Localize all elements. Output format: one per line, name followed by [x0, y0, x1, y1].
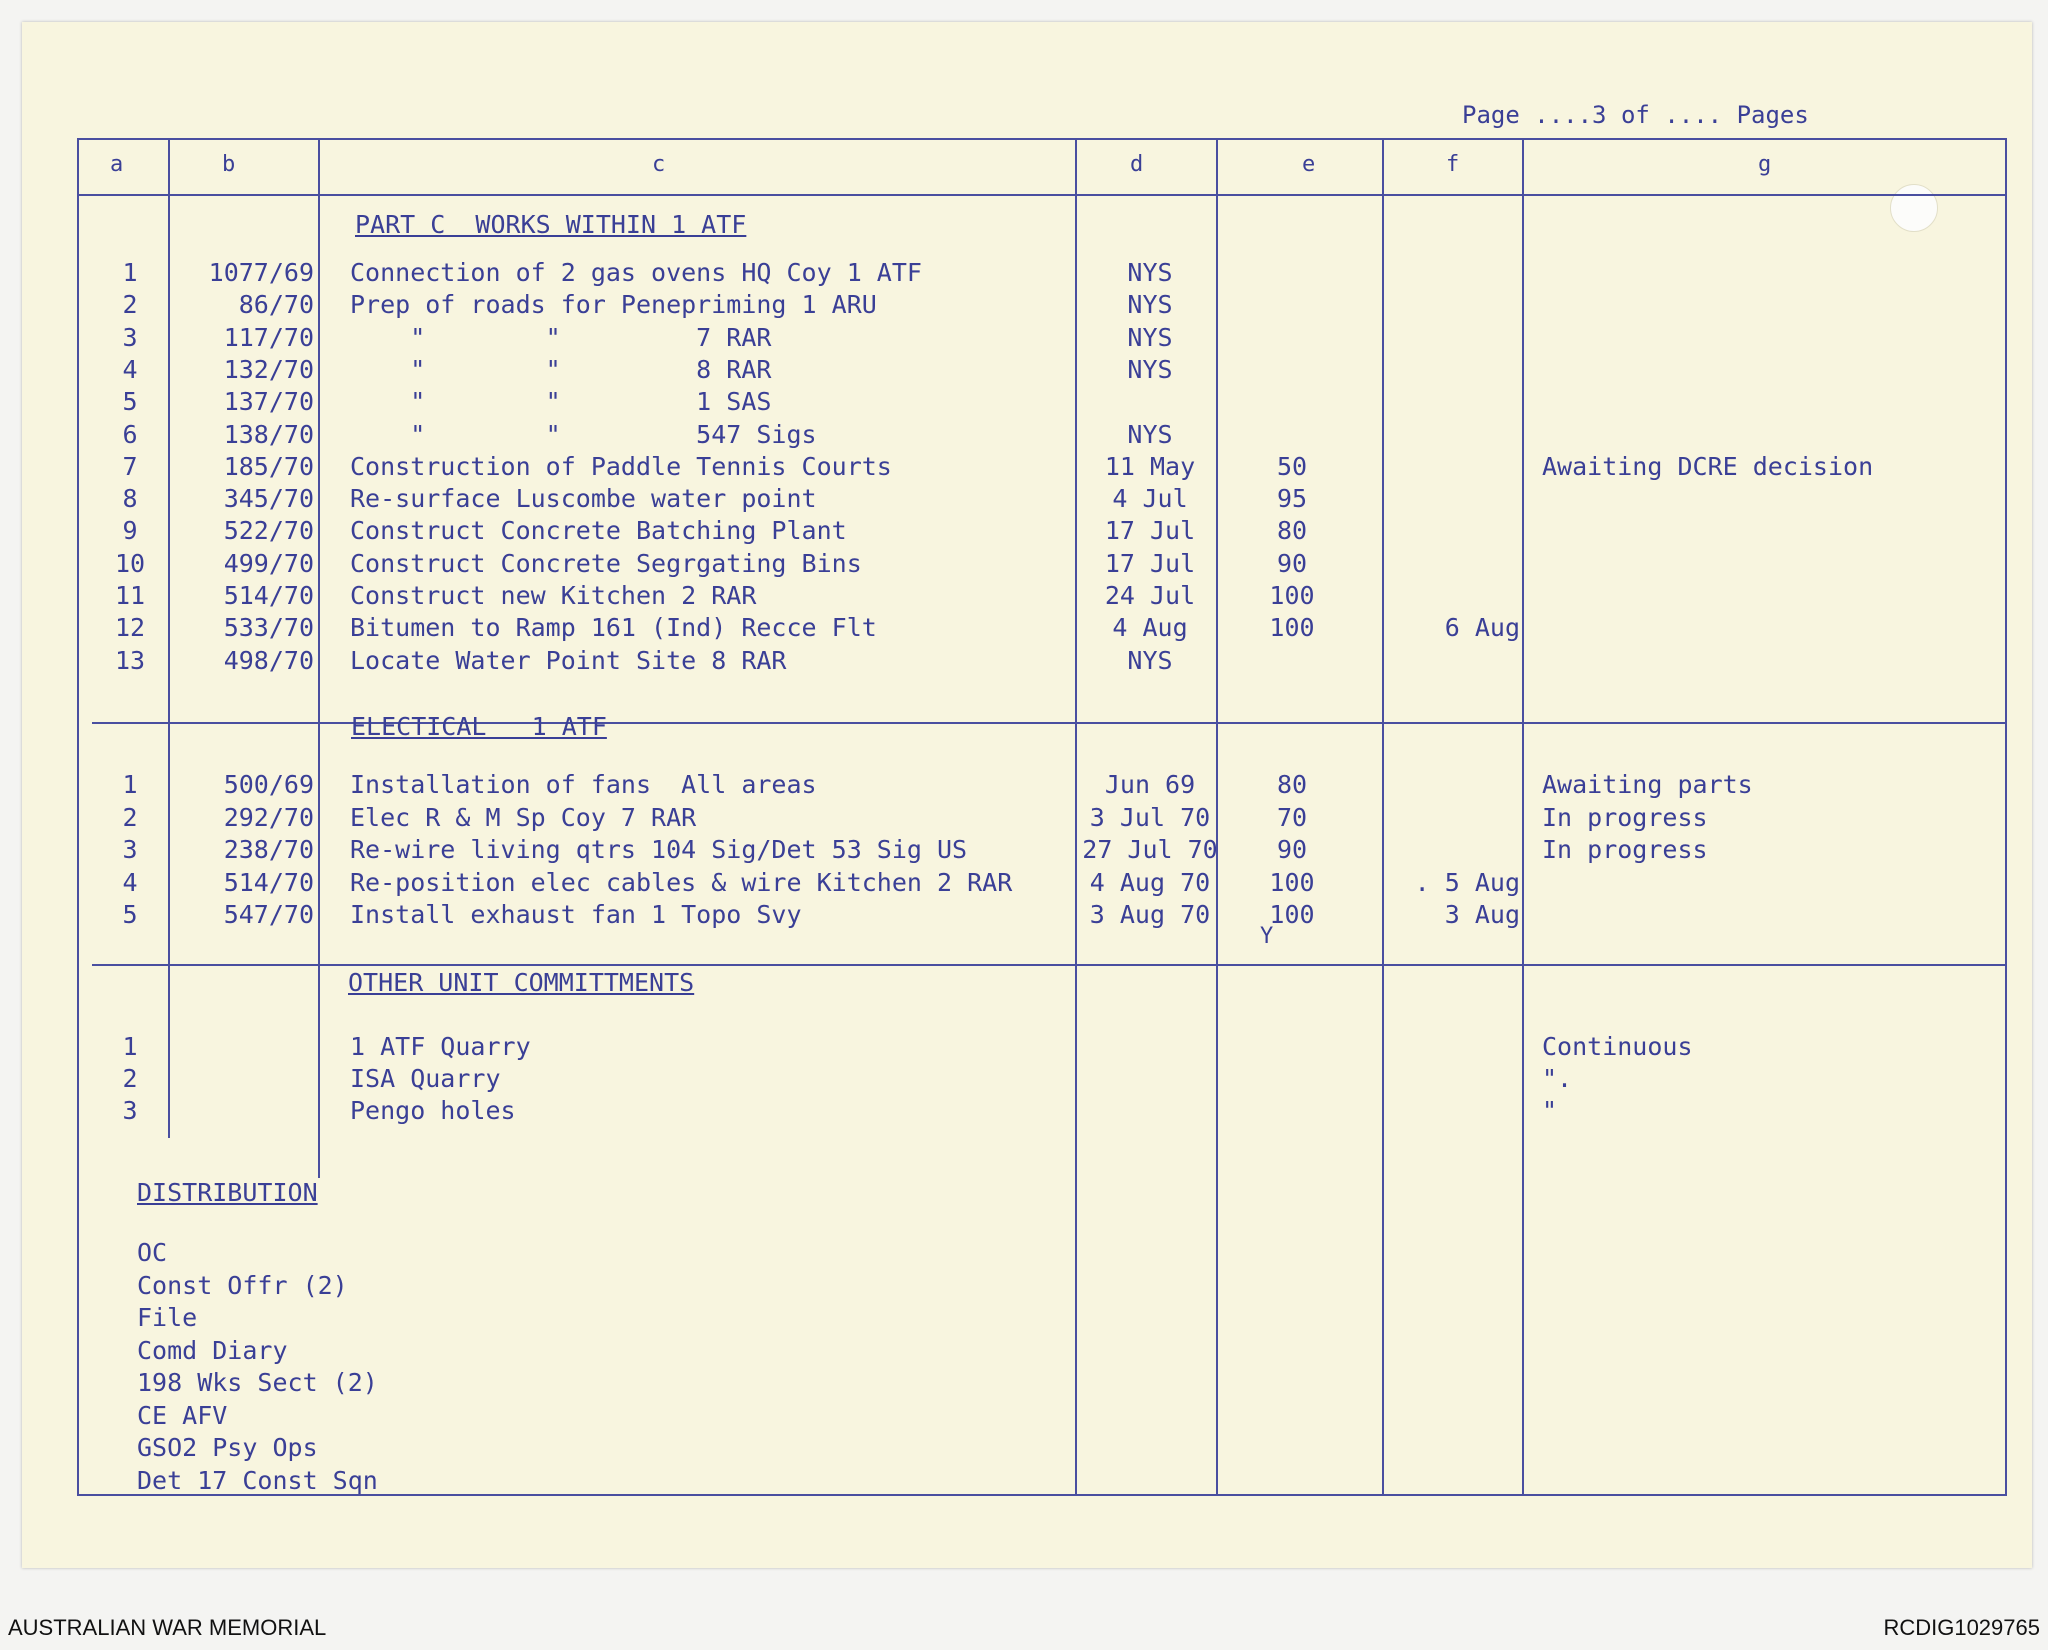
electrical-row-2-col-e: 70: [1276, 802, 1308, 832]
electrical-row-1-col-c: Installation of fans All areas: [350, 770, 817, 799]
distribution-item: GSO2 Psy Ops: [137, 1433, 318, 1462]
part-c-row-6-col-c: " " 547 Sigs: [350, 419, 817, 449]
other-row-1-col-c: 1 ATF Quarry: [350, 1032, 531, 1061]
electrical-row-4-col-a: 4: [122, 867, 138, 897]
electrical-row-2-col-a: 2: [122, 802, 138, 832]
other-row-1-col-g: Continuous: [1542, 1032, 1693, 1061]
electrical-row-5-col-a: 5: [122, 900, 138, 929]
part-c-row-12-col-a: 12: [114, 613, 146, 643]
electrical-row-5-col-d: 3 Aug 70: [1089, 900, 1211, 929]
stray-mark: Y: [1260, 924, 1274, 949]
footer-right: RCDIG1029765: [1883, 1615, 2040, 1640]
col-header-b: b: [222, 152, 236, 177]
part-c-row-7-col-e: 50: [1276, 451, 1308, 481]
electrical-row-3-col-c: Re-wire living qtrs 104 Sig/Det 53 Sig US: [350, 835, 968, 864]
other-row-1-col-a: 1: [122, 1032, 138, 1061]
electrical-row-5-col-b: 547/70: [223, 900, 314, 929]
footer-left: AUSTRALIAN WAR MEMORIAL: [8, 1615, 327, 1640]
page-label-prefix: Page: [1462, 101, 1520, 129]
part-c-row-8-col-b: 345/70: [223, 484, 314, 514]
header-bottom-rule: [77, 194, 2007, 196]
part-c-row-7-col-b: 185/70: [223, 451, 314, 481]
page-label: [1462, 100, 1809, 130]
electrical-row-5-col-f: 3 Aug: [1444, 900, 1520, 929]
col-rule-bc: [318, 138, 320, 1178]
col-header-f: f: [1446, 152, 1460, 177]
electrical-row-1-col-e: 80: [1276, 770, 1308, 799]
distribution-heading: DISTRIBUTION: [137, 1178, 318, 1207]
part-c-row-11-col-b: 514/70: [223, 581, 314, 610]
electrical-row-5-col-c: Install exhaust fan 1 Topo Svy: [350, 900, 802, 929]
col-rule-ab: [168, 138, 170, 1138]
part-c-row-6-col-a: 6: [122, 419, 138, 449]
electrical-row-3-col-e: 90: [1276, 835, 1308, 864]
table-left-rule: [77, 138, 79, 1496]
part-c-row-12-col-b: 533/70: [223, 613, 314, 643]
electrical-row-3-col-g: In progress: [1542, 835, 1708, 864]
part-c-row-5-col-b: 137/70: [223, 387, 314, 417]
page-label-of: of: [1620, 101, 1650, 129]
part-c-row-4-col-a: 4: [122, 354, 138, 384]
part-c-row-12-col-e: 100: [1269, 613, 1315, 643]
part-c-row-8-col-a: 8: [122, 484, 138, 514]
other-row-3-col-a: 3: [122, 1096, 138, 1125]
part-c-row-1-col-d: NYS: [1127, 258, 1173, 287]
electrical-row-2-col-g: In progress: [1542, 802, 1708, 832]
distribution-item: Comd Diary: [137, 1335, 288, 1365]
part-c-row-9-col-a: 9: [122, 516, 138, 546]
electrical-row-1-col-g: Awaiting parts: [1542, 770, 1753, 799]
col-header-d: d: [1130, 152, 1144, 177]
electrical-row-4-col-f: . 5 Aug: [1414, 867, 1520, 897]
electrical-row-5-col-e: 100: [1269, 900, 1315, 929]
part-c-row-10-col-c: Construct Concrete Segrgating Bins: [350, 548, 862, 578]
col-header-c: c: [652, 152, 666, 177]
part-c-row-3-col-b: 117/70: [223, 322, 314, 352]
part-c-row-4-col-c: " " 8 RAR: [350, 354, 772, 384]
part-c-row-7-col-d: 11 May: [1104, 451, 1196, 481]
col-rule-ef: [1382, 138, 1384, 1496]
other-row-3-col-g: ": [1542, 1096, 1558, 1125]
part-c-row-7-col-a: 7: [122, 451, 138, 481]
distribution-item: Const Offr (2): [137, 1270, 348, 1300]
col-header-g: g: [1758, 152, 1772, 177]
electrical-row-4-col-b: 514/70: [223, 867, 314, 897]
part-c-row-12-col-f: 6 Aug: [1444, 613, 1520, 643]
electrical-row-3-col-b: 238/70: [223, 835, 314, 864]
part-c-row-11-col-d: 24 Jul: [1104, 581, 1196, 610]
part-c-row-9-col-b: 522/70: [223, 516, 314, 546]
part-c-row-9-col-c: Construct Concrete Batching Plant: [350, 516, 847, 546]
part-c-row-8-col-c: Re-surface Luscombe water point: [350, 484, 817, 514]
col-rule-cd: [1075, 138, 1077, 1496]
table-right-rule: [2005, 138, 2007, 1496]
part-c-row-8-col-e: 95: [1276, 484, 1308, 514]
part-c-row-13-col-d: NYS: [1127, 645, 1173, 675]
part-c-row-6-col-b: 138/70: [223, 419, 314, 449]
distribution-item: Det 17 Const Sqn: [137, 1465, 378, 1495]
part-c-row-1-col-a: 1: [122, 258, 138, 287]
section-heading-electrical: ELECTICAL 1 ATF: [351, 712, 607, 741]
part-c-row-5-col-a: 5: [122, 387, 138, 417]
other-row-3-col-c: Pengo holes: [350, 1096, 516, 1125]
part-c-row-13-col-a: 13: [114, 645, 146, 675]
section-heading-other: OTHER UNIT COMMITTMENTS: [348, 968, 695, 997]
part-c-row-10-col-b: 499/70: [223, 548, 314, 578]
section-divider-2: [92, 964, 2007, 966]
table-top-rule: [77, 138, 2007, 140]
other-row-2-col-g: ".: [1542, 1064, 1573, 1093]
electrical-row-2-col-d: 3 Jul 70: [1089, 802, 1211, 832]
distribution-item: CE AFV: [137, 1400, 228, 1430]
distribution-item: 198 Wks Sect (2): [137, 1368, 378, 1397]
part-c-row-2-col-b: 86/70: [238, 290, 314, 320]
distribution-item: File: [137, 1303, 198, 1332]
electrical-row-1-col-a: 1: [122, 770, 138, 799]
page-label-suffix: Pages: [1736, 101, 1809, 129]
part-c-row-9-col-d: 17 Jul: [1104, 516, 1196, 546]
col-header-e: e: [1302, 152, 1316, 177]
part-c-row-8-col-d: 4 Jul: [1112, 484, 1188, 514]
electrical-row-2-col-c: Elec R & M Sp Coy 7 RAR: [350, 802, 697, 832]
part-c-row-10-col-e: 90: [1276, 548, 1308, 578]
distribution-item: OC: [137, 1238, 168, 1267]
electrical-row-3-col-a: 3: [122, 835, 138, 864]
part-c-row-3-col-a: 3: [122, 322, 138, 352]
part-c-row-1-col-b: 1077/69: [208, 258, 314, 287]
part-c-row-11-col-a: 11: [114, 581, 146, 610]
part-c-row-12-col-d: 4 Aug: [1112, 613, 1188, 643]
part-c-row-2-col-d: NYS: [1127, 290, 1173, 320]
col-header-a: a: [110, 152, 124, 177]
part-c-row-13-col-b: 498/70: [223, 645, 314, 675]
part-c-row-11-col-c: Construct new Kitchen 2 RAR: [350, 581, 757, 610]
part-c-row-4-col-b: 132/70: [223, 354, 314, 384]
electrical-row-4-col-e: 100: [1269, 867, 1315, 897]
part-c-row-7-col-c: Construction of Paddle Tennis Courts: [350, 451, 892, 481]
page-total: ....: [1664, 101, 1723, 129]
part-c-row-10-col-d: 17 Jul: [1104, 548, 1196, 578]
part-c-row-9-col-e: 80: [1276, 516, 1308, 546]
electrical-row-4-col-d: 4 Aug 70: [1089, 867, 1211, 897]
electrical-row-4-col-c: Re-position elec cables & wire Kitchen 2 RAR: [350, 867, 1013, 897]
part-c-row-11-col-e: 100: [1269, 581, 1315, 610]
part-c-row-6-col-d: NYS: [1127, 419, 1173, 449]
other-row-2-col-c: ISA Quarry: [350, 1064, 501, 1093]
part-c-row-3-col-c: " " 7 RAR: [350, 322, 772, 352]
other-row-2-col-a: 2: [122, 1064, 138, 1093]
electrical-row-2-col-b: 292/70: [223, 802, 314, 832]
part-c-row-2-col-a: 2: [122, 290, 138, 320]
electrical-row-1-col-b: 500/69: [223, 770, 314, 799]
part-c-row-10-col-a: 10: [114, 548, 146, 578]
document-page: [22, 22, 2032, 1568]
electrical-row-1-col-d: Jun 69: [1104, 770, 1196, 799]
part-c-row-2-col-c: Prep of roads for Penepriming 1 ARU: [350, 290, 877, 320]
part-c-row-4-col-d: NYS: [1127, 354, 1173, 384]
part-c-row-5-col-c: " " 1 SAS: [350, 387, 772, 417]
part-c-row-12-col-c: Bitumen to Ramp 161 (Ind) Recce Flt: [350, 613, 877, 643]
part-c-row-13-col-c: Locate Water Point Site 8 RAR: [350, 645, 787, 675]
punch-hole: [1890, 184, 1938, 232]
section-heading-part-c: PART C WORKS WITHIN 1 ATF: [355, 210, 747, 239]
page-number: ....3: [1534, 101, 1607, 129]
electrical-row-3-col-d: 27 Jul 70: [1082, 835, 1218, 864]
part-c-row-7-col-g: Awaiting DCRE decision: [1542, 451, 1874, 481]
part-c-row-1-col-c: Connection of 2 gas ovens HQ Coy 1 ATF: [350, 258, 922, 287]
col-rule-fg: [1522, 138, 1524, 1496]
part-c-row-3-col-d: NYS: [1127, 322, 1173, 352]
